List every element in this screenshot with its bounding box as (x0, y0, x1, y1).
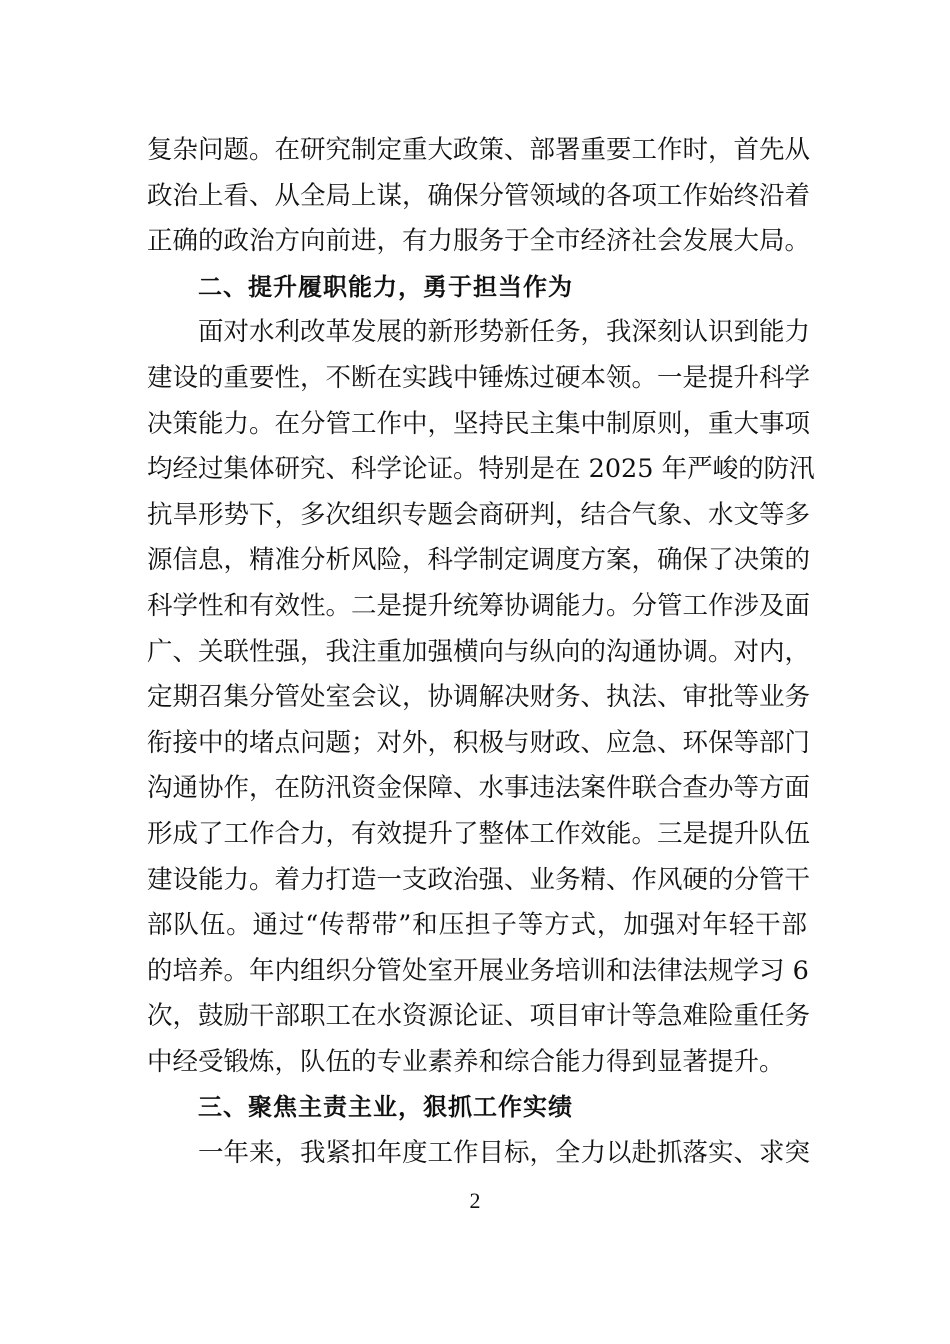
section-heading: 三、聚焦主责主业，狠抓工作实绩 (198, 1093, 573, 1122)
paragraph-line: 建设能力。着力打造一支政治强、业务精、作风硬的分管干 (147, 864, 811, 895)
paragraph-line: 沟通协作，在防汛资金保障、水事违法案件联合查办等方面 (147, 773, 811, 804)
paragraph-line: 抗旱形势下，多次组织专题会商研判，结合气象、水文等多 (147, 499, 811, 530)
paragraph-line: 均经过集体研究、科学论证。特别是在 2025 年严峻的防汛 (147, 454, 815, 485)
paragraph-line: 部队伍。通过“传帮带”和压担子等方式，加强对年轻干部 (147, 910, 807, 941)
paragraph-line: 建设的重要性，不断在实践中锤炼过硬本领。一是提升科学 (147, 362, 811, 393)
paragraph-line: 中经受锻炼，队伍的专业素养和综合能力得到显著提升。 (147, 1046, 785, 1077)
section-heading: 二、提升履职能力，勇于担当作为 (198, 272, 573, 301)
paragraph-line: 科学性和有效性。二是提升统筹协调能力。分管工作涉及面 (147, 590, 811, 621)
paragraph-line: 政治上看、从全局上谋，确保分管领域的各项工作始终沿着 (147, 180, 811, 211)
paragraph-line: 决策能力。在分管工作中，坚持民主集中制原则，重大事项 (147, 408, 811, 439)
paragraph-line: 衔接中的堵点问题；对外，积极与财政、应急、环保等部门 (147, 727, 811, 758)
paragraph-line: 一年来，我紧扣年度工作目标，全力以赴抓落实、求突 (198, 1138, 811, 1169)
paragraph-line: 广、关联性强，我注重加强横向与纵向的沟通协调。对内， (147, 636, 811, 667)
paragraph-line: 复杂问题。在研究制定重大政策、部署重要工作时，首先从 (147, 135, 811, 165)
paragraph-line: 形成了工作合力，有效提升了整体工作效能。三是提升队伍 (147, 818, 811, 849)
document-body (147, 128, 815, 1177)
paragraph-line: 定期召集分管处室会议，协调解决财务、执法、审批等业务 (147, 682, 811, 713)
page-number: 2 (469, 1188, 481, 1213)
paragraph-line: 次，鼓励干部职工在水资源论证、项目审计等急难险重任务 (147, 1001, 811, 1032)
paragraph-line: 面对水利改革发展的新形势新任务，我深刻认识到能力 (198, 317, 811, 348)
paragraph-line: 源信息，精准分析风险，科学制定调度方案，确保了决策的 (147, 545, 811, 576)
paragraph-line: 的培养。年内组织分管处室开展业务培训和法律法规学习 6 (147, 955, 809, 986)
paragraph-line: 正确的政治方向前进，有力服务于全市经济社会发展大局。 (147, 226, 811, 257)
